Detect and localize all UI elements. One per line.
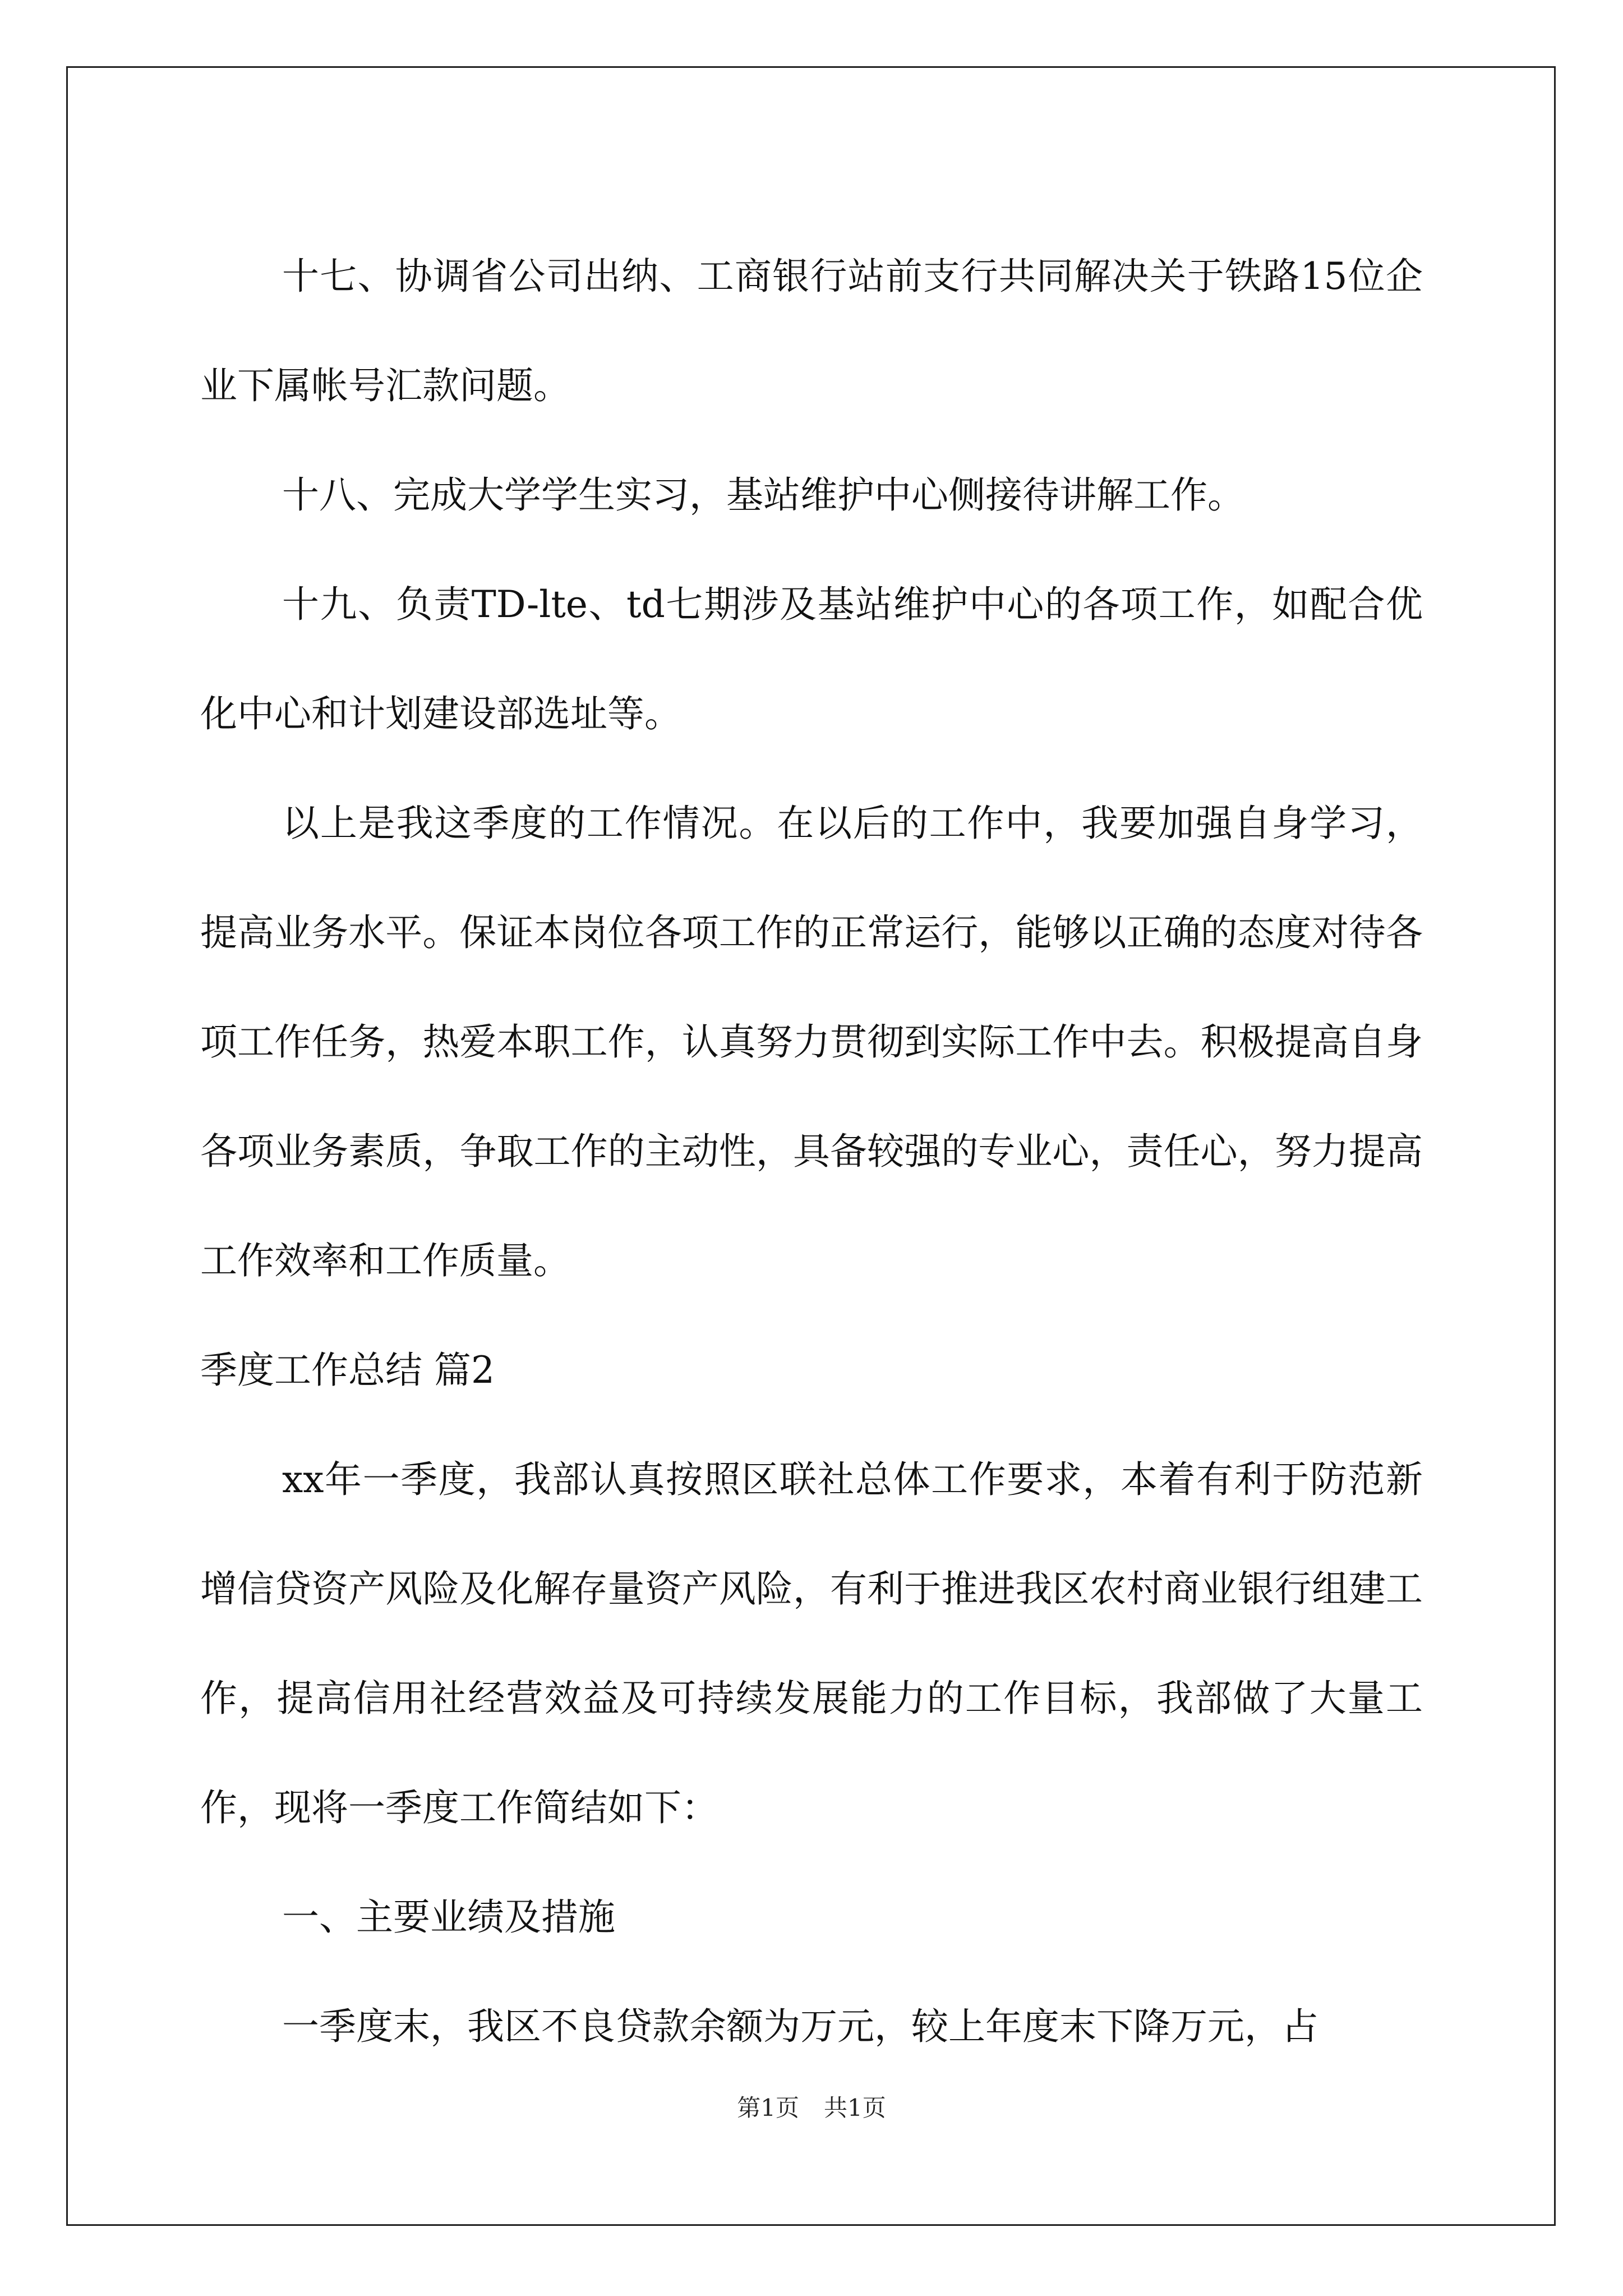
- page-number: 第1页: [737, 2094, 799, 2122]
- paragraph-item-18: 十八、完成大学学生实习，基站维护中心侧接待讲解工作。: [282, 473, 1244, 517]
- subheading-achievements: 一、主要业绩及措施: [282, 1895, 615, 1939]
- paragraph-bad-loans: 一季度末，我区不良贷款余额为万元，较上年度末下降万元，占: [282, 2005, 1318, 2048]
- paragraph-item-17: 十七、协调省公司出纳、工商银行站前支行共同解决关于铁路15位企业下属帐号汇款问题。: [200, 255, 1423, 407]
- page-total: 共1页: [824, 2094, 886, 2122]
- section-heading: 季度工作总结 篇2: [200, 1349, 495, 1392]
- paragraph-summary: 以上是我这季度的工作情况。在以后的工作中，我要加强自身学习，提高业务水平。保证本岗位各项工作的正常运行，能够以正确的态度对待各项工作任务，热爱本职工作，认真努力贯彻到实际工作中去。积极提高自身各项业务素质，争取工作的主动性，具备较强的专业心，责任心，努力提高工作效率和工作质量。: [200, 802, 1423, 1282]
- page-footer: [0, 2090, 1623, 2123]
- paragraph-item-19: 十九、负责TD-lte、td七期涉及基站维护中心的各项工作，如配合优化中心和计划建设部选址等。: [200, 583, 1423, 735]
- paragraph-intro: xx年一季度，我部认真按照区联社总体工作要求，本着有利于防范新增信贷资产风险及化解存量资产风险，有利于推进我区农村商业银行组建工作，提高信用社经营效益及可持续发展能力的工作目标，我部做了大量工作，现将一季度工作简结如下：: [200, 1458, 1423, 1829]
- document-body: [200, 222, 1423, 2081]
